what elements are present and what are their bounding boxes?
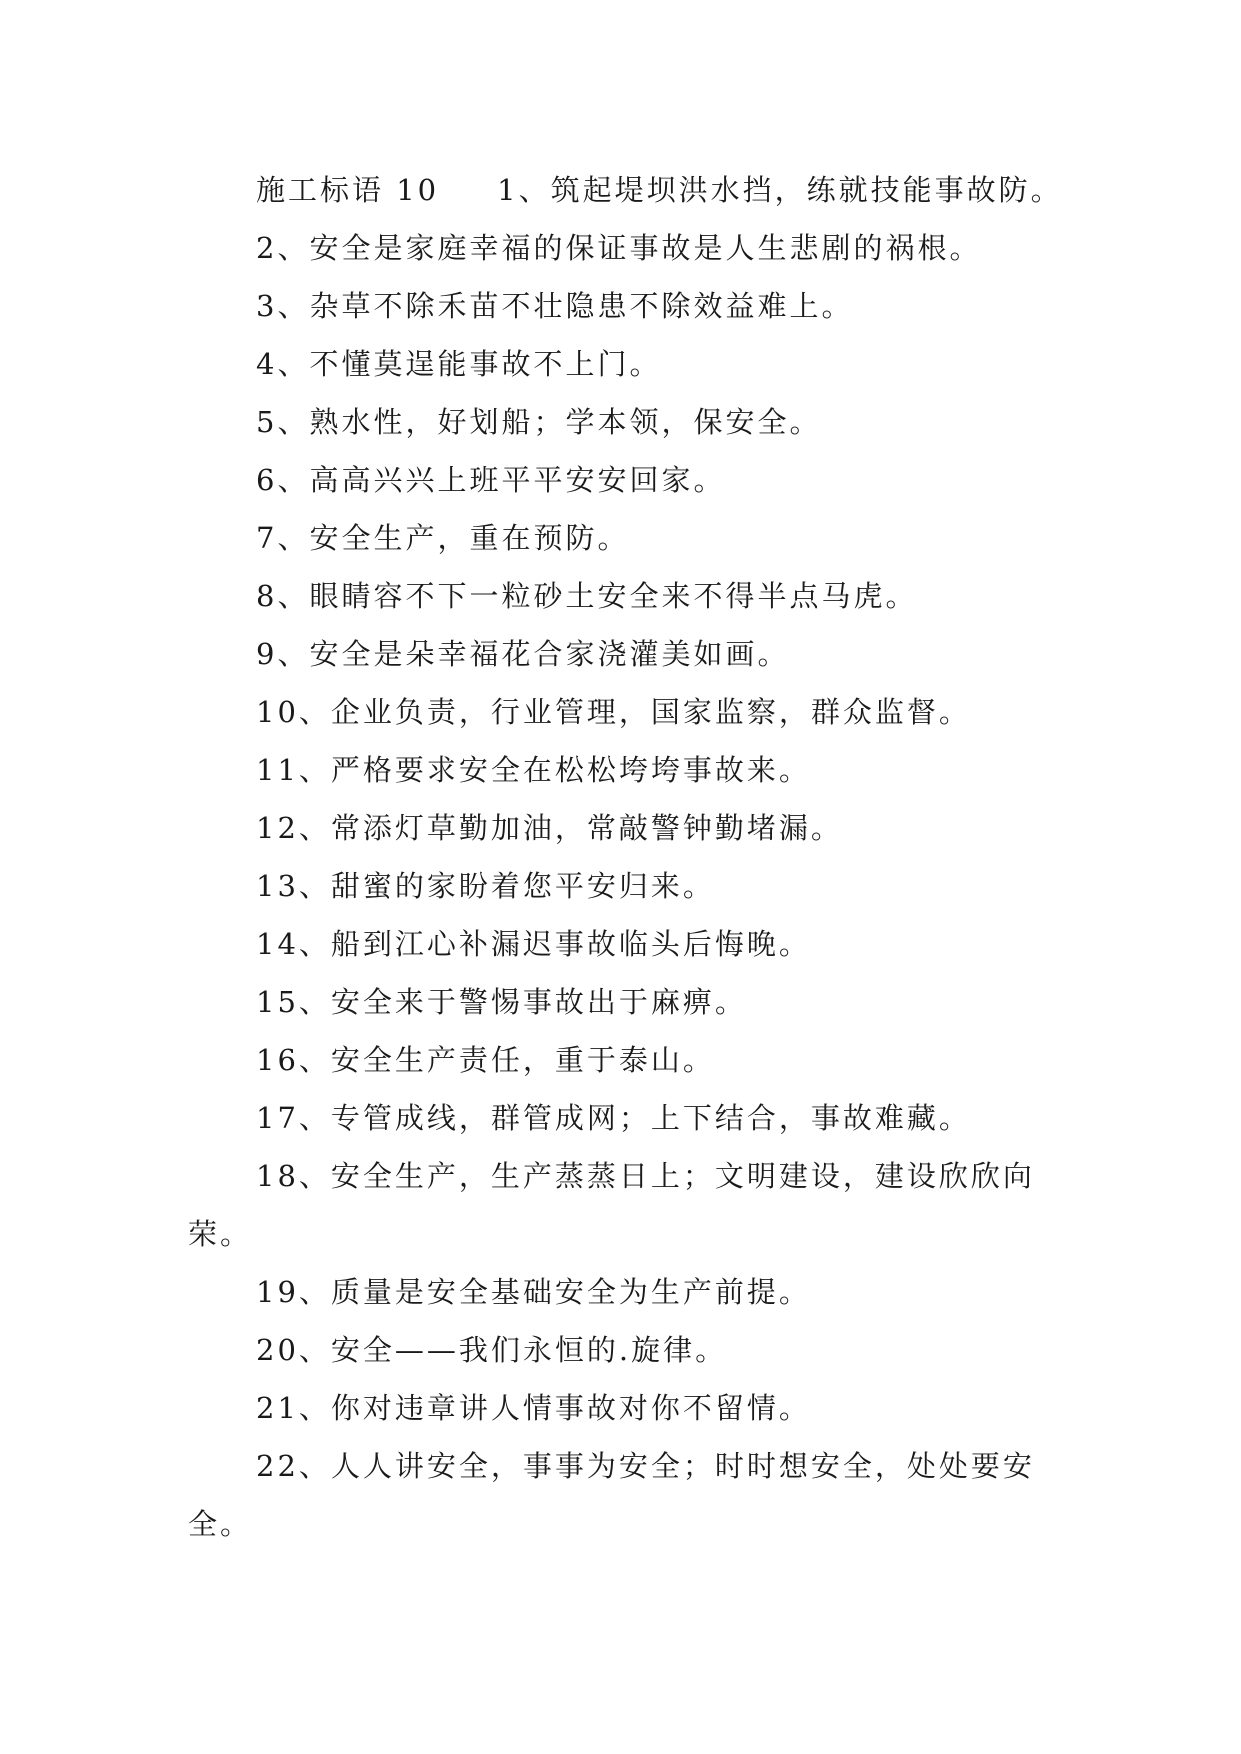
slogan-item-4: 4、不懂莫逞能事故不上门。: [256, 347, 662, 381]
slogan-item-5: 5、熟水性，好划船；学本领，保安全。: [256, 405, 822, 439]
slogan-item-17: 17、专管成线，群管成网；上下结合，事故难藏。: [256, 1101, 971, 1135]
slogan-item-16: 16、安全生产责任，重于泰山。: [256, 1043, 715, 1077]
slogan-item-20: 20、安全——我们永恒的.旋律。: [256, 1333, 728, 1367]
slogan-item-7: 7、安全生产，重在预防。: [256, 521, 630, 555]
document-body: [188, 161, 1063, 1553]
slogan-item-11: 11、严格要求安全在松松垮垮事故来。: [256, 753, 811, 787]
slogan-item-1: 1、筑起堤坝洪水挡，练就技能事故防。: [497, 173, 1063, 207]
slogan-item-3: 3、杂草不除禾苗不壮隐患不除效益难上。: [256, 289, 854, 323]
slogan-item-12: 12、常添灯草勤加油，常敲警钟勤堵漏。: [256, 811, 843, 845]
document-title: 施工标语 10: [256, 173, 440, 207]
slogan-item-19: 19、质量是安全基础安全为生产前提。: [256, 1275, 811, 1309]
slogan-item-18: 18、安全生产，生产蒸蒸日上；文明建设，建设欣欣向荣。: [188, 1159, 1035, 1251]
slogan-item-10: 10、企业负责，行业管理，国家监察，群众监督。: [256, 695, 971, 729]
slogan-item-21: 21、你对违章讲人情事故对你不留情。: [256, 1391, 811, 1425]
slogan-item-6: 6、高高兴兴上班平平安安回家。: [256, 463, 726, 497]
slogan-item-8: 8、眼睛容不下一粒砂土安全来不得半点马虎。: [256, 579, 918, 613]
slogan-item-15: 15、安全来于警惕事故出于麻痹。: [256, 985, 747, 1019]
slogan-item-13: 13、甜蜜的家盼着您平安归来。: [256, 869, 715, 903]
slogan-item-9: 9、安全是朵幸福花合家浇灌美如画。: [256, 637, 790, 671]
title-line: [188, 161, 1063, 219]
slogan-item-14: 14、船到江心补漏迟事故临头后悔晚。: [256, 927, 811, 961]
slogan-item-2: 2、安全是家庭幸福的保证事故是人生悲剧的祸根。: [256, 231, 982, 265]
slogan-item-22: 22、人人讲安全，事事为安全；时时想安全，处处要安全。: [188, 1449, 1035, 1541]
